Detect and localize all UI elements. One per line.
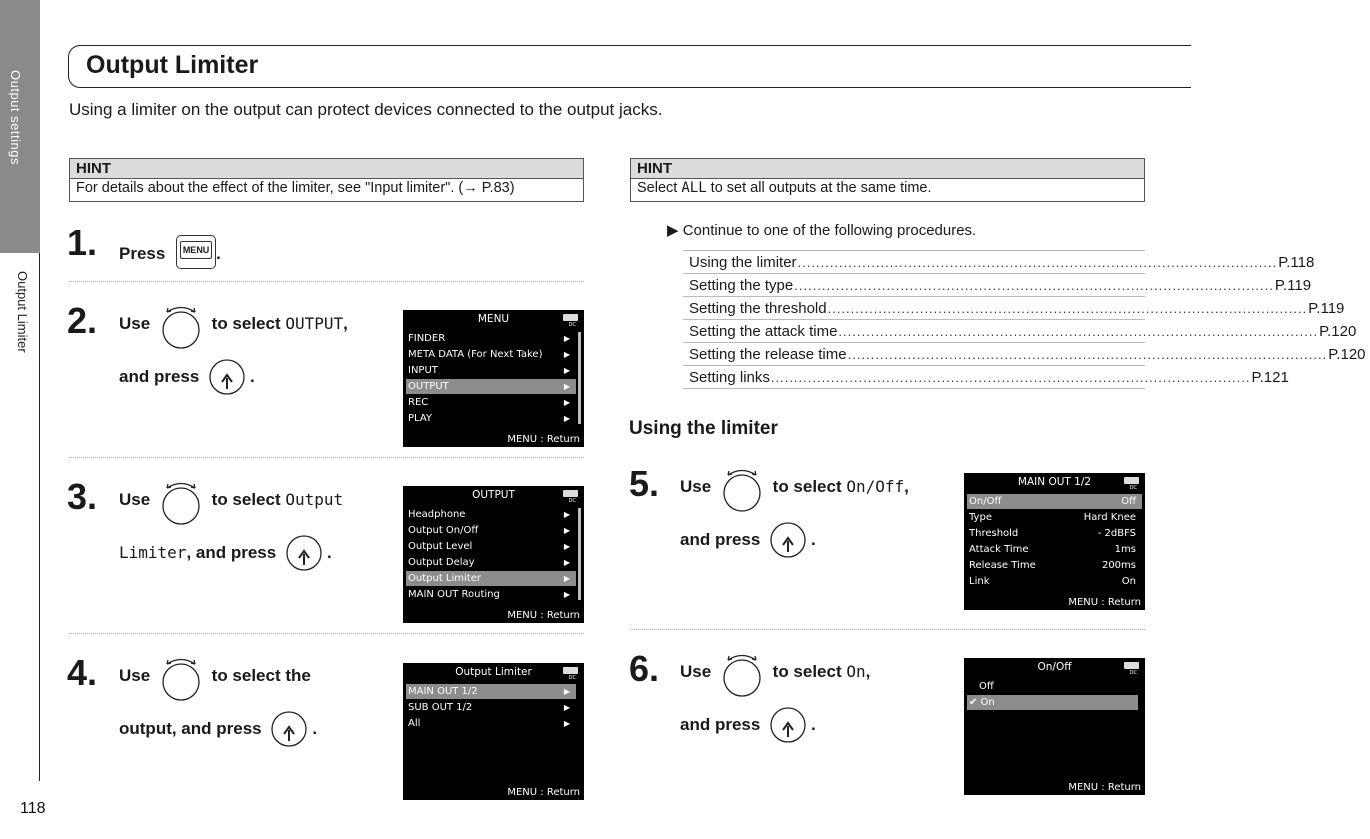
step-5-comma: , — [904, 477, 909, 496]
intro-text: Using a limiter on the output can protect devices connected to the output jacks. — [69, 100, 663, 119]
battery-icon — [1124, 477, 1139, 484]
step-6-comma: , — [865, 662, 871, 681]
step-3-select: to select — [211, 490, 281, 509]
procedure-page: P.120 — [1328, 345, 1366, 363]
step-6-number: 6. — [629, 648, 660, 689]
page-title-box — [68, 45, 1191, 88]
hint-box-left — [69, 158, 584, 202]
arrow-right-icon: ▶ — [563, 542, 570, 551]
screen-option — [967, 679, 1138, 694]
step-3-number: 3. — [67, 476, 98, 517]
screen-item — [406, 539, 576, 554]
screen-item-label: REC — [408, 397, 429, 408]
push-dial-icon — [270, 710, 308, 748]
screen-item — [406, 555, 576, 570]
setting-label: Attack Time — [969, 544, 1029, 555]
screen-item — [406, 523, 576, 538]
step-2-use: Use — [119, 314, 151, 333]
step-6-period: . — [811, 715, 816, 734]
leader-dots: ........................................................................................................ — [838, 323, 1319, 339]
step-divider — [630, 629, 1145, 630]
screen-item-label: Output Delay — [408, 557, 475, 568]
procedure-page: P.121 — [1251, 368, 1289, 386]
arrow-right-icon: ▶ — [563, 687, 570, 696]
hint-text: For details about the effect of the limiter, see "Input limiter". (→ P.83) — [76, 180, 515, 196]
screen-setting — [967, 542, 1142, 557]
screen-footer: MENU : Return — [507, 434, 580, 445]
screen-title: On/Off — [1037, 661, 1072, 673]
hint-text-pre: Select — [637, 180, 682, 196]
option-label: Off — [979, 681, 994, 692]
step-3-target-b: Limiter — [119, 543, 187, 562]
step-5-use: Use — [680, 477, 712, 496]
screen-item — [406, 363, 576, 378]
procedure-page: P.120 — [1319, 322, 1357, 340]
setting-label: Threshold — [969, 528, 1019, 539]
continue-text: ▶ Continue to one of the following procedures. — [667, 222, 977, 239]
screen-item-label: SUB OUT 1/2 — [408, 702, 473, 713]
screen-item — [406, 716, 576, 731]
step-5-line-2 — [680, 521, 816, 559]
step-5-select: to select — [772, 477, 842, 496]
push-dial-icon — [208, 358, 246, 396]
screen-title: MENU — [477, 313, 510, 325]
step-4-line-1 — [119, 655, 311, 695]
step-4-use: Use — [119, 666, 151, 685]
menu-key-icon — [176, 235, 216, 269]
screen-item — [406, 587, 576, 602]
step-3-line-1 — [119, 479, 343, 519]
step-4-number: 4. — [67, 652, 98, 693]
scrollbar — [578, 508, 581, 600]
screen-item-label: MAIN OUT Routing — [408, 589, 500, 600]
setting-label: Link — [969, 576, 990, 587]
hint-code-all: ALL — [681, 180, 707, 196]
procedure-item[interactable] — [683, 366, 1289, 389]
step-2-line-1 — [119, 303, 348, 343]
screen-item-label: All — [408, 718, 421, 729]
sidebar-section-tab — [0, 0, 40, 253]
step-3-period: . — [326, 543, 332, 562]
leader-dots: ........................................................................................................ — [827, 300, 1308, 316]
step-5-line-1 — [680, 466, 909, 506]
leader-dots: ........................................................................................................ — [847, 346, 1328, 362]
screen-item-label: PLAY — [408, 413, 433, 424]
screen-setting — [967, 526, 1142, 541]
step-4-period: . — [312, 719, 318, 738]
menu-key-label: MENU — [180, 241, 212, 259]
dial-icon — [161, 655, 201, 695]
screen-item-label: INPUT — [408, 365, 438, 376]
screen-item — [406, 700, 576, 715]
power-source-label: DC — [1129, 485, 1137, 491]
battery-icon — [1124, 662, 1139, 669]
screen-setting — [967, 574, 1142, 589]
screen-item — [406, 395, 576, 410]
main-out-screen — [964, 473, 1145, 610]
setting-value: On — [1121, 576, 1136, 587]
output-screen — [403, 486, 584, 623]
scrollbar — [578, 332, 581, 424]
battery-icon — [563, 314, 578, 321]
step-2-period: . — [250, 367, 255, 386]
step-6-line-1 — [680, 651, 870, 691]
arrow-right-icon: ▶ — [563, 398, 570, 407]
arrow-right-icon: ▶ — [563, 366, 570, 375]
setting-value: Off — [1121, 496, 1136, 507]
push-dial-icon — [769, 521, 807, 559]
dial-icon — [161, 303, 201, 343]
screen-item-label: META DATA (For Next Take) — [408, 349, 543, 360]
step-4-and-press: output, and press — [119, 719, 262, 738]
procedure-label: Setting the type — [689, 276, 794, 294]
screen-item-label: Output Level — [408, 541, 473, 552]
procedure-item[interactable] — [683, 297, 1345, 320]
step-2-and-press: and press — [119, 367, 200, 386]
procedure-label: Setting the threshold — [689, 299, 827, 317]
hint-text-post: to set all outputs at the same time. — [706, 180, 932, 196]
step-3-use: Use — [119, 490, 151, 509]
step-6-and-press: and press — [680, 715, 761, 734]
step-1-number: 1. — [67, 222, 98, 263]
arrow-right-icon: ▶ — [563, 350, 570, 359]
step-5-number: 5. — [629, 463, 660, 504]
power-source-label: DC — [568, 675, 576, 681]
procedure-item[interactable] — [683, 251, 1315, 274]
hint-heading: HINT — [631, 159, 1144, 179]
dial-icon — [161, 479, 201, 519]
screen-footer: MENU : Return — [1068, 782, 1141, 793]
step-2-comma: , — [343, 314, 348, 333]
battery-icon — [563, 667, 578, 674]
hint-heading: HINT — [70, 159, 583, 179]
arrow-right-icon: ▶ — [563, 590, 570, 599]
hint-box-right — [630, 158, 1145, 202]
screen-option-selected — [967, 695, 1138, 710]
step-2-line-2 — [119, 358, 255, 396]
screen-item-label: Output Limiter — [408, 573, 481, 584]
step-2-target: OUTPUT — [285, 314, 344, 333]
screen-item-label: MAIN OUT 1/2 — [408, 686, 478, 697]
screen-item-selected — [406, 379, 576, 394]
screen-item — [406, 347, 576, 362]
sidebar-section-label: Output settings — [8, 70, 23, 165]
page-title: Output Limiter — [86, 51, 259, 79]
screen-setting-selected — [967, 494, 1142, 509]
procedure-item[interactable] — [683, 320, 1357, 343]
step-4-line-2 — [119, 710, 317, 748]
step-divider — [69, 457, 584, 458]
procedure-item[interactable] — [683, 343, 1366, 366]
sidebar-subsection-label: Output Limiter — [15, 271, 30, 353]
power-source-label: DC — [568, 322, 576, 328]
screen-item-label: FINDER — [408, 333, 446, 344]
setting-value: Hard Knee — [1083, 512, 1136, 523]
step-6-target: On — [846, 662, 866, 681]
output-limiter-screen — [403, 663, 584, 800]
step-divider — [69, 281, 584, 282]
hint-text — [631, 179, 1144, 201]
screen-item-label: Output On/Off — [408, 525, 479, 536]
arrow-right-icon: ▶ — [563, 334, 570, 343]
leader-dots: ........................................................................................................ — [797, 254, 1278, 270]
arrow-right-icon: ▶ — [563, 719, 570, 728]
sidebar-subsection-tab — [0, 253, 40, 781]
procedure-page: P.118 — [1278, 253, 1315, 271]
screen-footer: MENU : Return — [1068, 597, 1141, 608]
setting-label: Release Time — [969, 560, 1036, 571]
screen-item-selected — [406, 684, 576, 699]
screen-item — [406, 411, 576, 426]
setting-label: Type — [969, 512, 992, 523]
screen-item-label: OUTPUT — [408, 381, 449, 392]
menu-screen — [403, 310, 584, 447]
step-3-target-a: Output — [285, 490, 344, 509]
onoff-screen — [964, 658, 1145, 795]
step-2-number: 2. — [67, 300, 98, 341]
screen-item-label: Headphone — [408, 509, 466, 520]
step-6-use: Use — [680, 662, 712, 681]
procedure-list — [683, 250, 1366, 389]
arrow-right-icon: ▶ — [563, 574, 570, 583]
setting-value: 1ms — [1114, 544, 1136, 555]
dial-icon — [722, 651, 762, 691]
arrow-right-icon: ▶ — [563, 510, 570, 519]
page-number: 118 — [20, 800, 46, 817]
screen-item-selected — [406, 571, 576, 586]
screen-item — [406, 331, 576, 346]
screen-setting — [967, 558, 1142, 573]
step-6-select: to select — [772, 662, 842, 681]
push-dial-icon — [769, 706, 807, 744]
screen-footer: MENU : Return — [507, 787, 580, 798]
step-1-text — [119, 235, 221, 269]
setting-value: 200ms — [1101, 560, 1136, 571]
procedure-page: P.119 — [1274, 276, 1312, 294]
step-1-period: . — [216, 244, 221, 263]
procedure-label: Setting the attack time — [689, 322, 838, 340]
screen-title: MAIN OUT 1/2 — [1017, 476, 1092, 488]
step-5-period: . — [811, 530, 816, 549]
step-6-line-2 — [680, 706, 816, 744]
step-1-press: Press — [119, 244, 166, 263]
section-subheading: Using the limiter — [629, 418, 778, 439]
step-5-target: On/Off — [846, 477, 905, 496]
screen-footer: MENU : Return — [507, 610, 580, 621]
step-4-select: to select the — [211, 666, 311, 685]
arrow-right-icon: ▶ — [563, 703, 570, 712]
screen-item — [406, 507, 576, 522]
arrow-right-icon: ▶ — [563, 414, 570, 423]
procedure-page: P.119 — [1308, 299, 1345, 317]
step-5-and-press: and press — [680, 530, 761, 549]
battery-icon — [563, 490, 578, 497]
procedure-label: Setting links — [689, 368, 770, 386]
setting-label: On/Off — [969, 496, 1002, 507]
step-3-line-2 — [119, 534, 332, 572]
arrow-right-icon: ▶ — [563, 558, 570, 567]
step-2-select: to select — [211, 314, 281, 333]
arrow-right-icon: ▶ — [563, 526, 570, 535]
power-source-label: DC — [1129, 670, 1137, 676]
option-label: ✔ On — [969, 697, 995, 708]
leader-dots: ........................................................................................................ — [770, 369, 1251, 385]
dial-icon — [722, 466, 762, 506]
procedure-item[interactable] — [683, 274, 1312, 297]
push-dial-icon — [285, 534, 323, 572]
step-3-and-press: , and press — [186, 543, 277, 562]
setting-value: - 2dBFS — [1097, 528, 1136, 539]
power-source-label: DC — [568, 498, 576, 504]
screen-title: OUTPUT — [472, 489, 515, 501]
procedure-label: Using the limiter — [689, 253, 797, 271]
arrow-right-icon: ▶ — [563, 382, 570, 391]
screen-setting — [967, 510, 1142, 525]
procedure-label: Setting the release time — [689, 345, 847, 363]
screen-title: Output Limiter — [455, 666, 532, 678]
step-divider — [69, 633, 584, 634]
leader-dots: ........................................................................................................ — [794, 277, 1274, 293]
